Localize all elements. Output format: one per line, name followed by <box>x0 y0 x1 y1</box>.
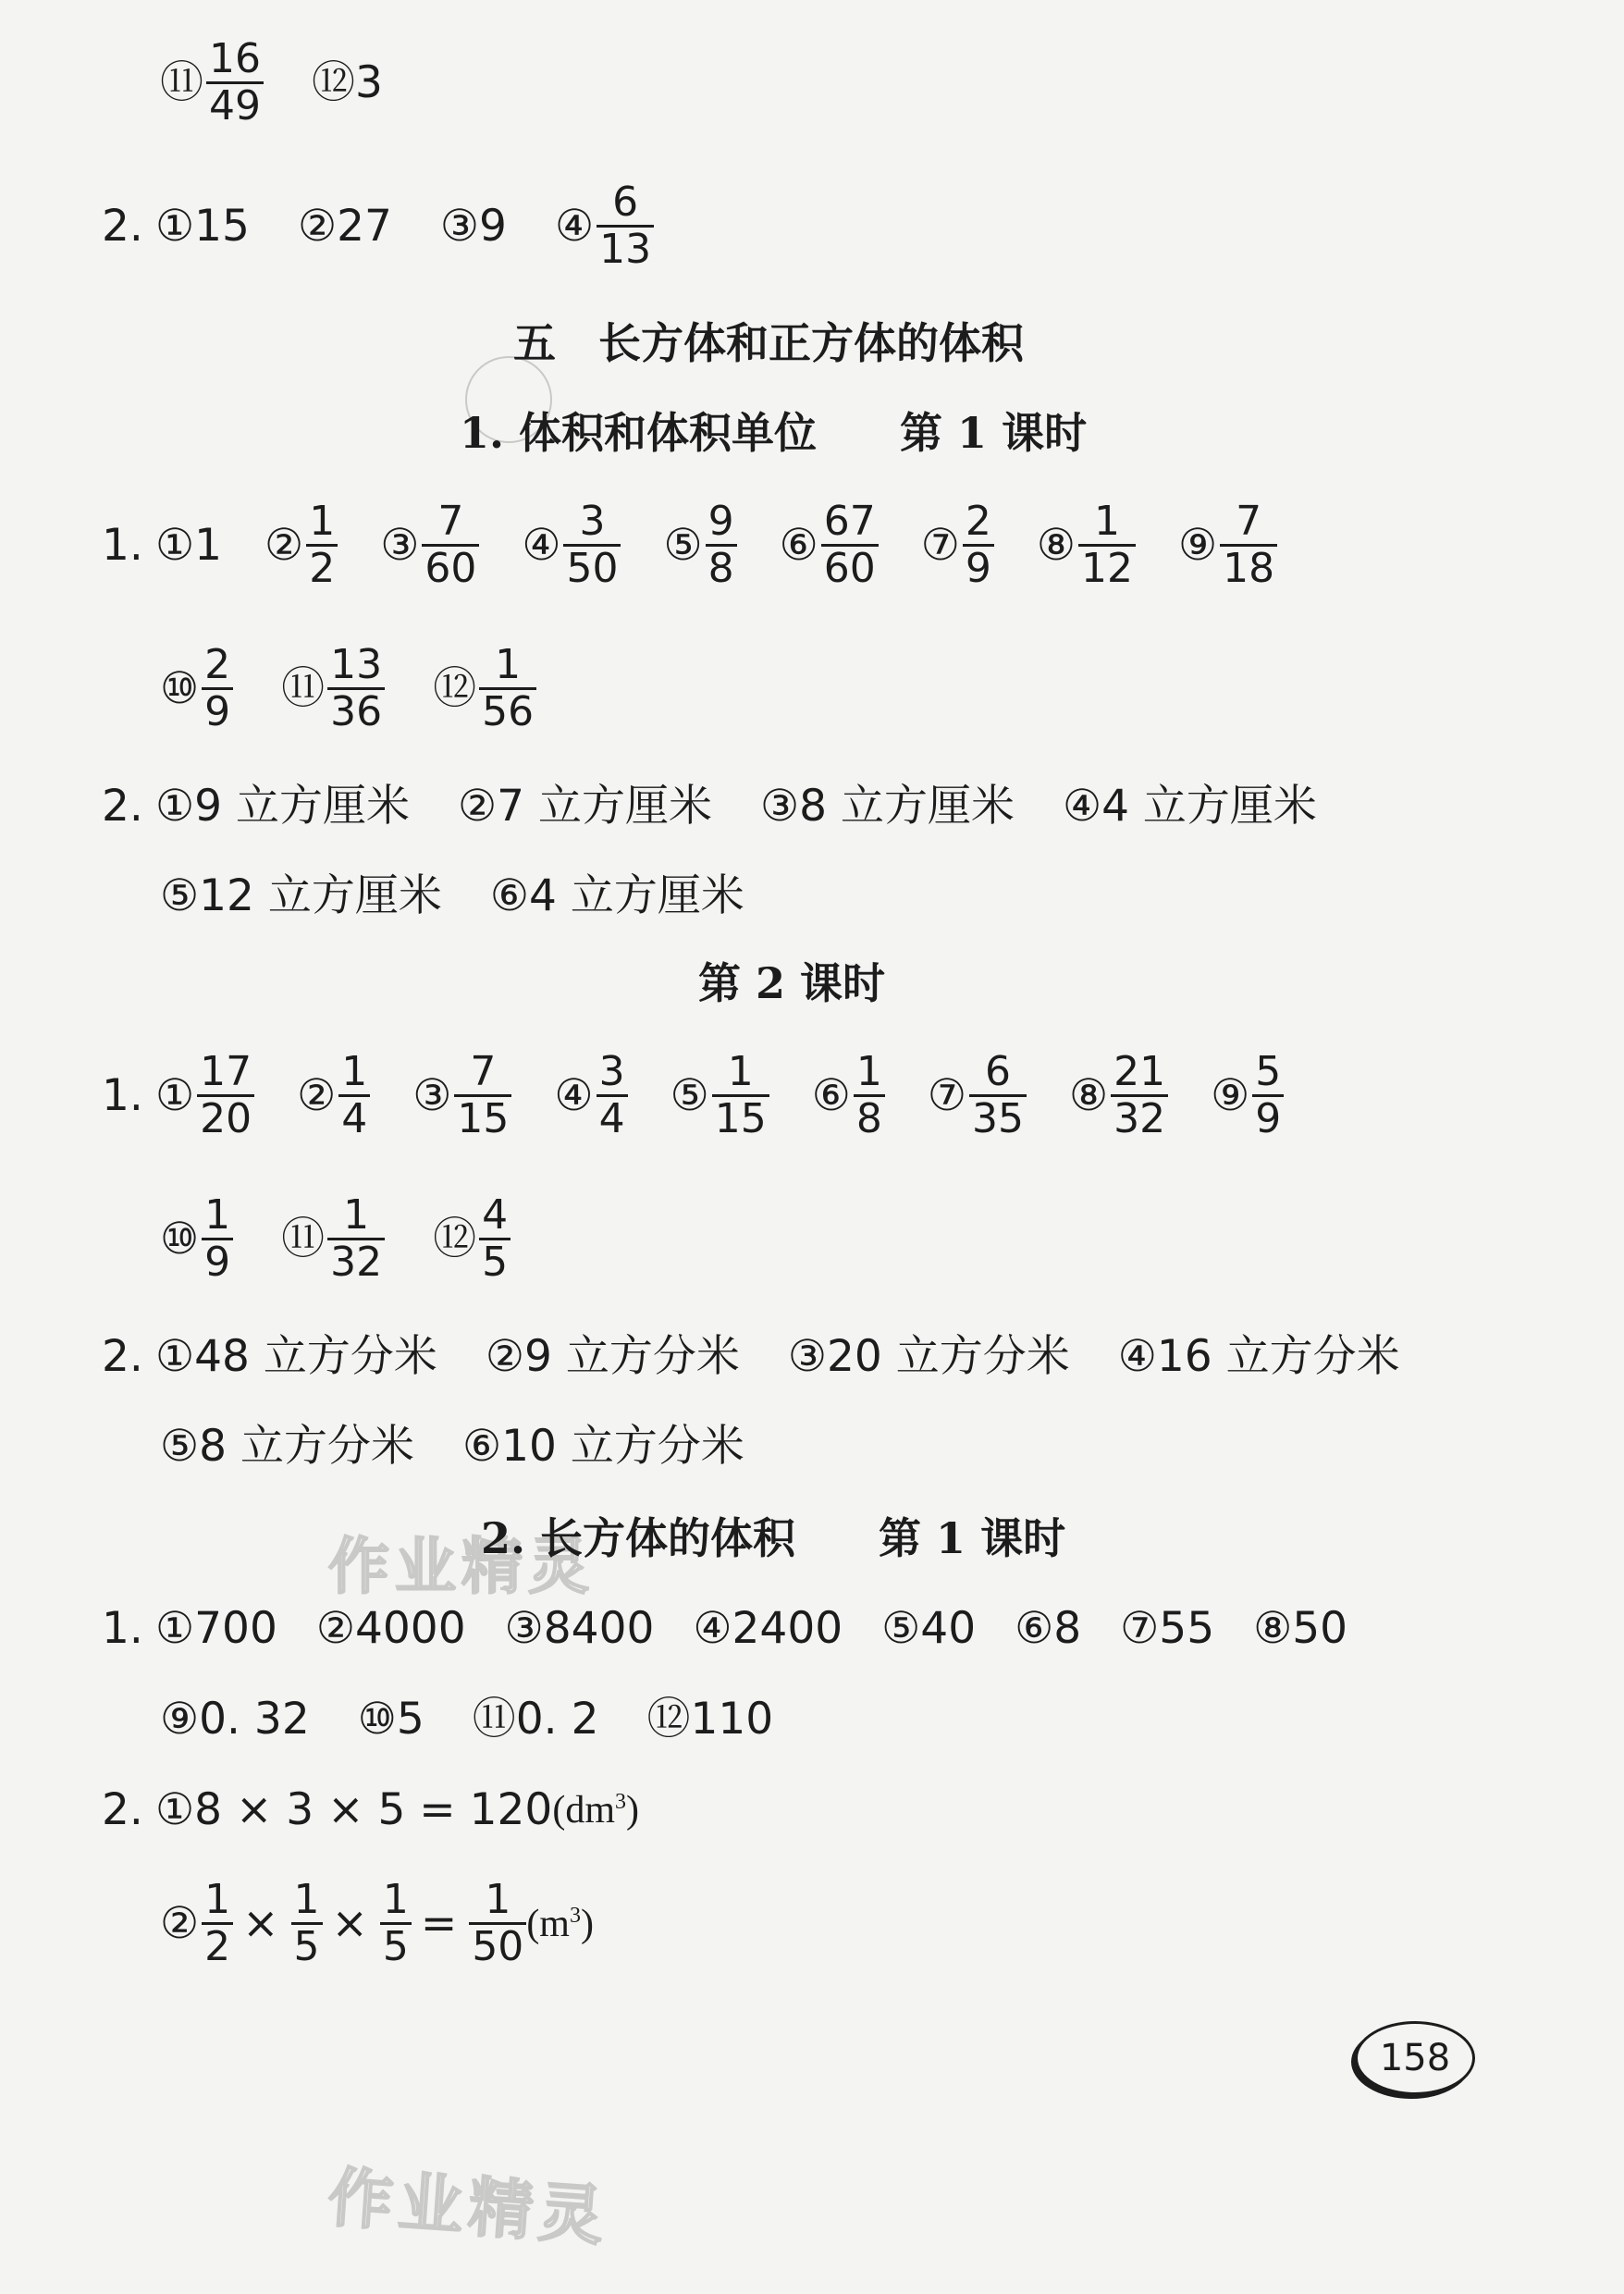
item-marker: ① <box>155 520 195 572</box>
answer-item <box>315 1603 466 1654</box>
denominator: 12 <box>1078 544 1136 591</box>
answer-item <box>881 1603 977 1654</box>
question-number: 1. <box>102 1603 143 1654</box>
item-marker: ⑤ <box>160 870 200 921</box>
numerator: 1 <box>495 641 522 688</box>
page-number: 158 <box>1379 2037 1451 2079</box>
fraction <box>854 1050 885 1142</box>
item-marker: ⑥ <box>779 520 818 572</box>
fraction <box>206 37 264 130</box>
answer-item <box>554 1050 627 1142</box>
equals-sign: = <box>420 1898 458 1950</box>
item-marker: ⑪ <box>281 663 326 715</box>
answer-item <box>357 1694 424 1745</box>
fraction <box>969 1050 1027 1142</box>
item-marker: ③ <box>412 1070 452 1122</box>
answer-value: 8 立方厘米 <box>799 781 1015 832</box>
answer-item <box>522 500 621 592</box>
answer-item <box>663 500 736 592</box>
denominator: 36 <box>327 687 385 734</box>
item-marker: ④ <box>1117 1331 1157 1382</box>
page-number-badge <box>1355 2021 1475 2095</box>
item-marker: ① <box>155 1331 195 1382</box>
denominator: 9 <box>202 687 233 734</box>
answer-item <box>1015 1603 1082 1654</box>
numerator: 1 <box>485 1876 511 1923</box>
section-title: 1. 体积和体积单位 <box>460 408 818 458</box>
item-marker: ⑦ <box>927 1070 966 1122</box>
item-marker: ② <box>297 1070 337 1122</box>
numerator: 13 <box>330 641 383 688</box>
denominator: 56 <box>479 687 536 734</box>
numerator: 1 <box>855 1048 882 1095</box>
item-marker: ② <box>297 201 338 253</box>
answer-value: 55 <box>1159 1603 1215 1654</box>
answer-value: 8 <box>1053 1603 1082 1654</box>
answer-item <box>297 201 392 253</box>
answer-item <box>160 870 442 921</box>
item-marker: ② <box>457 781 498 832</box>
item-marker: ⑦ <box>1120 1603 1160 1654</box>
denominator: 9 <box>1252 1094 1284 1141</box>
answer-item <box>160 1193 233 1286</box>
answer-item <box>555 180 654 273</box>
equation: 8 × 3 × 5 = 120 <box>194 1784 553 1835</box>
answer-item <box>155 1603 277 1654</box>
answer-value: 7 立方厘米 <box>497 781 712 832</box>
answer-value: 700 <box>194 1603 277 1654</box>
numerator: 1 <box>341 1048 368 1095</box>
answer-row <box>102 1784 639 1835</box>
lesson-heading: 第 2 课时 <box>698 958 886 1008</box>
answer-value: 8400 <box>543 1603 655 1654</box>
item-marker: ① <box>155 201 195 253</box>
unit-text: (dm <box>552 1788 615 1832</box>
answer-item <box>671 1050 769 1142</box>
answer-value: 48 立方分米 <box>194 1331 437 1382</box>
answer-item <box>693 1603 843 1654</box>
answer-row <box>102 1050 1284 1142</box>
unit <box>552 1788 639 1832</box>
answer-item <box>646 1694 774 1745</box>
numerator: 1 <box>1094 498 1121 545</box>
answer-item <box>485 1331 740 1382</box>
item-marker: ⑨ <box>1211 1070 1250 1122</box>
numerator: 7 <box>470 1048 497 1095</box>
item-marker: ⑫ <box>433 1214 477 1265</box>
answer-item <box>1062 781 1317 832</box>
answer-item <box>759 781 1015 832</box>
denominator: 32 <box>1111 1094 1168 1141</box>
item-marker: ⑦ <box>920 520 960 572</box>
answer-value: 4000 <box>355 1603 466 1654</box>
answer-row <box>102 781 1317 832</box>
fraction <box>479 1193 511 1286</box>
numerator: 6 <box>612 179 639 226</box>
answer-value: 16 立方分米 <box>1156 1331 1400 1382</box>
numerator: 1 <box>343 1191 370 1239</box>
numerator: 67 <box>823 498 876 545</box>
answer-row <box>102 1603 1348 1654</box>
item-marker: ⑤ <box>663 520 703 572</box>
denominator: 8 <box>854 1094 885 1141</box>
answer-item <box>281 1193 385 1286</box>
answer-row <box>102 180 654 273</box>
answer-row <box>102 500 1277 592</box>
numerator: 3 <box>598 1048 625 1095</box>
denominator: 5 <box>291 1922 323 1969</box>
denominator: 2 <box>306 544 338 591</box>
chapter-title: 五 长方体和正方体的体积 <box>513 318 1024 368</box>
numerator: 2 <box>965 498 991 545</box>
answer-item <box>155 1050 254 1142</box>
item-marker: ⑫ <box>312 57 355 109</box>
answer-item <box>457 781 712 832</box>
answer-item <box>281 643 385 735</box>
question-number: 1. <box>102 1070 143 1122</box>
item-marker: ② <box>485 1331 525 1382</box>
answer-item <box>155 201 250 253</box>
item-marker: ⑪ <box>281 1214 326 1265</box>
item-marker: ⑪ <box>160 57 203 109</box>
fraction <box>1078 500 1136 592</box>
answer-value: 3 <box>355 57 383 109</box>
answer-item <box>155 781 410 832</box>
numerator: 9 <box>707 498 734 545</box>
answer-value: 9 立方分米 <box>524 1331 740 1382</box>
denominator: 5 <box>479 1238 511 1285</box>
answer-item <box>1120 1603 1215 1654</box>
answer-item <box>1037 500 1136 592</box>
fraction <box>597 1050 628 1142</box>
answer-item <box>812 1050 885 1142</box>
unit-exponent: 3 <box>569 1903 581 1928</box>
fraction <box>563 500 621 592</box>
answer-item <box>1253 1603 1348 1654</box>
denominator: 9 <box>963 544 994 591</box>
answer-item <box>160 643 233 735</box>
answer-row <box>160 37 383 130</box>
answer-item <box>1211 1050 1284 1142</box>
numerator: 1 <box>204 1191 231 1239</box>
unit-close: ) <box>580 1902 594 1945</box>
question-number: 2. <box>102 1784 143 1835</box>
answer-item <box>780 500 879 592</box>
section-title: 2. 长方体的体积 <box>481 1513 796 1563</box>
fraction <box>380 1878 412 1970</box>
answer-row <box>160 1421 744 1472</box>
numerator: 17 <box>200 1048 252 1095</box>
denominator: 8 <box>706 544 737 591</box>
item-marker: ⑩ <box>357 1694 397 1745</box>
denominator: 35 <box>969 1094 1027 1141</box>
answer-item <box>297 1050 370 1142</box>
item-marker: ② <box>160 1898 200 1950</box>
item-marker: ⑥ <box>489 870 530 921</box>
answer-item <box>433 1193 511 1286</box>
answer-item <box>504 1603 655 1654</box>
answer-item <box>155 1331 437 1382</box>
section-heading <box>460 408 1088 458</box>
fraction <box>327 643 385 735</box>
item-marker: ⑥ <box>461 1421 502 1472</box>
fraction <box>1220 500 1277 592</box>
numerator: 1 <box>204 1876 231 1923</box>
fraction <box>1252 1050 1284 1142</box>
fraction <box>202 1193 233 1286</box>
answer-item <box>1117 1331 1400 1382</box>
fraction <box>597 180 654 273</box>
fraction <box>479 643 536 735</box>
answer-item <box>1178 500 1277 592</box>
item-marker: ① <box>155 1603 195 1654</box>
answer-value: 1 <box>194 520 223 572</box>
item-marker: ⑨ <box>160 1694 200 1745</box>
answer-row <box>160 643 536 735</box>
fraction <box>706 500 737 592</box>
item-marker: ⑩ <box>160 663 200 715</box>
fraction <box>291 1878 323 1970</box>
denominator: 18 <box>1220 544 1277 591</box>
numerator: 21 <box>1113 1048 1166 1095</box>
answer-item <box>312 57 383 109</box>
fraction <box>202 643 233 735</box>
answer-value: 9 <box>479 201 507 253</box>
fraction <box>821 500 879 592</box>
answer-item <box>160 1421 414 1472</box>
numerator: 4 <box>482 1191 509 1239</box>
item-marker: ③ <box>380 520 420 572</box>
item-marker: ⑧ <box>1036 520 1077 572</box>
numerator: 2 <box>204 641 231 688</box>
denominator: 13 <box>597 225 654 272</box>
question-number: 2. <box>102 781 143 832</box>
numerator: 5 <box>1255 1048 1282 1095</box>
question-number: 2. <box>102 1331 143 1382</box>
answer-item <box>461 1421 744 1472</box>
denominator: 4 <box>338 1094 370 1141</box>
item-marker: ① <box>155 781 195 832</box>
item-marker: ④ <box>693 1603 732 1654</box>
unit-exponent: 3 <box>615 1789 626 1814</box>
item-marker: ④ <box>1062 781 1102 832</box>
item-marker: ⑩ <box>160 1214 200 1265</box>
fraction <box>327 1193 385 1286</box>
answer-value: 2400 <box>732 1603 843 1654</box>
unit <box>526 1902 594 1945</box>
item-marker: ③ <box>439 201 480 253</box>
item-marker: ⑧ <box>1253 1603 1293 1654</box>
answer-item <box>412 1050 511 1142</box>
denominator: 50 <box>469 1922 526 1969</box>
watermark-bottom: 作业精灵 <box>326 2159 612 2255</box>
item-marker: ⑤ <box>670 1070 709 1122</box>
answer-value: 15 <box>194 201 250 253</box>
answer-value: 20 立方分米 <box>827 1331 1070 1382</box>
fraction <box>712 1050 769 1142</box>
denominator: 20 <box>197 1094 254 1141</box>
answer-value: 0. 2 <box>515 1694 599 1745</box>
item-marker: ② <box>315 1603 355 1654</box>
fraction <box>202 1878 233 1970</box>
answer-value: 8 立方分米 <box>199 1421 414 1472</box>
numerator: 7 <box>437 498 464 545</box>
answer-item <box>472 1694 599 1745</box>
fraction <box>422 500 479 592</box>
fraction <box>454 1050 511 1142</box>
answer-item <box>433 643 536 735</box>
answer-item <box>1069 1050 1168 1142</box>
answer-value: 9 立方厘米 <box>194 781 410 832</box>
question-number: 1. <box>102 520 143 572</box>
answer-item <box>439 201 507 253</box>
fraction <box>306 500 338 592</box>
item-marker: ② <box>265 520 304 572</box>
numerator: 1 <box>382 1876 409 1923</box>
item-marker: ④ <box>554 1070 594 1122</box>
answer-row <box>160 870 744 921</box>
answer-value: 12 立方厘米 <box>199 870 442 921</box>
answer-item <box>921 500 994 592</box>
item-marker: ⑨ <box>1178 520 1218 572</box>
item-marker: ① <box>155 1784 195 1835</box>
fraction <box>197 1050 254 1142</box>
answer-row <box>160 1878 594 1970</box>
numerator: 16 <box>209 35 261 82</box>
item-marker: ④ <box>554 201 595 253</box>
answer-value: 10 立方分米 <box>501 1421 744 1472</box>
numerator: 3 <box>579 498 606 545</box>
answer-item <box>160 1694 310 1745</box>
answer-row <box>102 1331 1400 1382</box>
answer-value: 5 <box>396 1694 424 1745</box>
answer-value: 50 <box>1292 1603 1348 1654</box>
question-number: 2. <box>102 201 143 253</box>
numerator: 7 <box>1236 498 1262 545</box>
item-marker: ⑥ <box>1015 1603 1054 1654</box>
answer-item <box>489 870 744 921</box>
denominator: 60 <box>821 544 879 591</box>
numerator: 1 <box>309 498 336 545</box>
watermark-mid: 作业精灵 <box>328 1531 595 1602</box>
denominator: 2 <box>202 1922 233 1969</box>
times-sign: × <box>242 1898 279 1950</box>
answer-item <box>265 500 338 592</box>
answer-value: 40 <box>920 1603 977 1654</box>
denominator: 60 <box>422 544 479 591</box>
item-marker: ⑤ <box>881 1603 921 1654</box>
answer-row <box>160 1694 774 1745</box>
answer-item <box>155 520 223 572</box>
fraction <box>338 1050 370 1142</box>
item-marker: ① <box>155 1070 195 1122</box>
item-marker: ⑧ <box>1068 1070 1109 1122</box>
answer-item <box>928 1050 1027 1142</box>
answer-item <box>160 37 264 130</box>
answer-value: 110 <box>690 1694 774 1745</box>
denominator: 49 <box>206 81 264 129</box>
answer-item <box>787 1331 1070 1382</box>
denominator: 32 <box>327 1238 385 1285</box>
lesson-label: 第 1 课时 <box>900 408 1088 458</box>
denominator: 9 <box>202 1238 233 1285</box>
fraction <box>963 500 994 592</box>
answer-value: 4 立方厘米 <box>529 870 744 921</box>
item-marker: ⑫ <box>433 663 477 715</box>
denominator: 15 <box>712 1094 769 1141</box>
unit-text: (m <box>526 1902 570 1945</box>
item-marker: ⑥ <box>811 1070 851 1122</box>
denominator: 50 <box>563 544 621 591</box>
lesson-label: 第 1 课时 <box>879 1513 1066 1563</box>
numerator: 6 <box>984 1048 1011 1095</box>
item-marker: ④ <box>522 520 561 572</box>
fraction <box>469 1878 526 1970</box>
denominator: 4 <box>597 1094 628 1141</box>
denominator: 15 <box>454 1094 511 1141</box>
times-sign: × <box>331 1898 368 1950</box>
fraction <box>1111 1050 1168 1142</box>
answer-value: 27 <box>337 201 392 253</box>
section-heading <box>481 1513 1066 1563</box>
item-marker: ⑤ <box>160 1421 200 1472</box>
numerator: 1 <box>727 1048 754 1095</box>
numerator: 1 <box>293 1876 320 1923</box>
item-marker: ⑫ <box>646 1694 691 1745</box>
item-marker: ③ <box>759 781 800 832</box>
answer-value: 4 立方厘米 <box>1101 781 1317 832</box>
denominator: 5 <box>380 1922 412 1969</box>
item-marker: ③ <box>787 1331 828 1382</box>
item-marker: ⑪ <box>472 1694 516 1745</box>
item-marker: ③ <box>504 1603 544 1654</box>
answer-row <box>160 1193 511 1286</box>
answer-value: 0. 32 <box>199 1694 310 1745</box>
answer-item <box>380 500 479 592</box>
unit-close: ) <box>626 1788 639 1832</box>
